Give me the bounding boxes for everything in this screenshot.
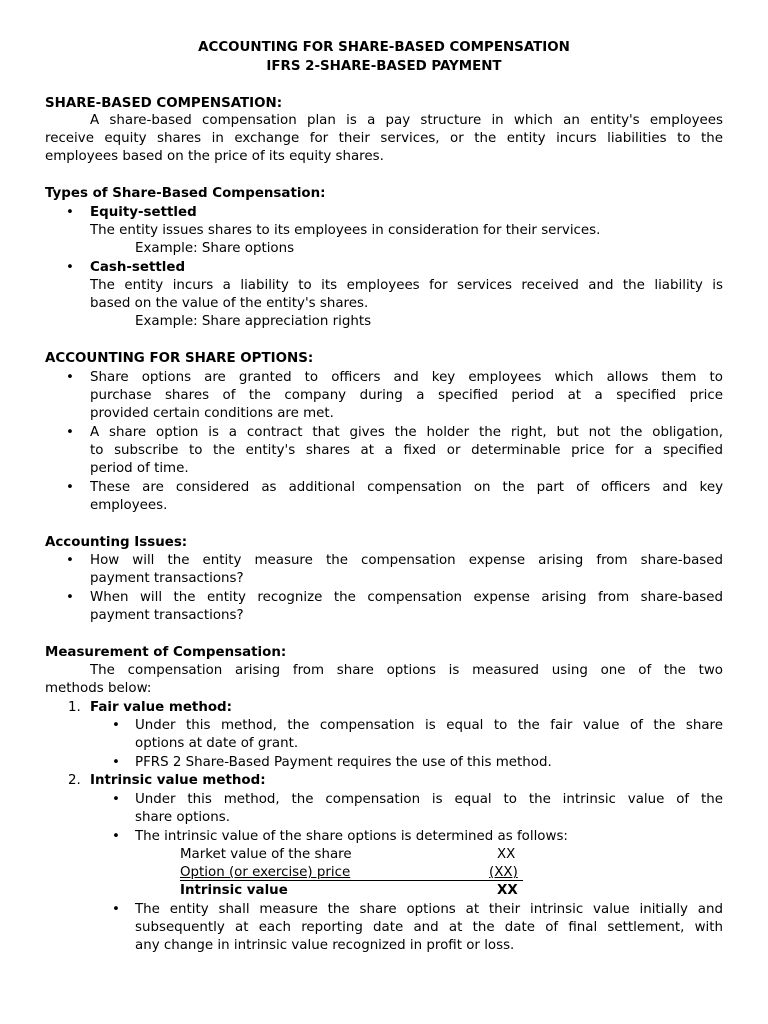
bullet-icon: • (112, 792, 120, 807)
paragraph-line: The intrinsic value of the share options is determined as follows: (135, 829, 568, 844)
paragraph-line: payment transactions? (90, 608, 244, 623)
paragraph-line: The entity incurs a liability to its employees for services received and the liability is (90, 278, 723, 293)
bullet-icon: • (112, 755, 120, 770)
paragraph-line: payment transactions? (90, 571, 244, 586)
paragraph-line: receive equity shares in exchange for their services, or the entity incurs liabilities to the (45, 131, 723, 146)
paragraph-line: to subscribe to the entity's shares at a fixed or determinable price for a specified (90, 443, 723, 458)
paragraph-line: provided certain conditions are met. (90, 406, 334, 421)
section-heading-types: Types of Share-Based Compensation: (45, 186, 326, 201)
paragraph-line: options at date of grant. (135, 736, 299, 751)
paragraph-line: How will the entity measure the compensation expense arising from share-based (90, 553, 723, 568)
table-total-label: Intrinsic value (180, 883, 288, 898)
paragraph-line: period of time. (90, 461, 189, 476)
paragraph-line: These are considered as additional compensation on the part of officers and key (90, 480, 723, 495)
paragraph-line: Under this method, the compensation is equal to the intrinsic value of the (135, 792, 723, 807)
paragraph-line: employees based on the price of its equity shares. (45, 149, 384, 164)
paragraph-line: When will the entity recognize the compensation expense arising from share-based (90, 590, 723, 605)
paragraph-line: purchase shares of the company during a specified period at a specified price (90, 388, 723, 403)
example-line: Example: Share appreciation rights (135, 314, 372, 329)
paragraph-line: Share options are granted to officers and key employees which allows them to (90, 370, 723, 385)
table-divider (180, 880, 523, 881)
paragraph-line: Under this method, the compensation is equal to the fair value of the share (135, 718, 723, 733)
list-number: 2. (68, 773, 81, 788)
table-total-value: XX (497, 883, 518, 898)
type-label-equity-settled: Equity-settled (90, 205, 197, 220)
bullet-icon: • (66, 425, 74, 440)
bullet-icon: • (112, 718, 120, 733)
paragraph-line: based on the value of the entity's shares. (90, 296, 369, 311)
type-label-cash-settled: Cash-settled (90, 260, 186, 275)
method-label-intrinsic-value: Intrinsic value method: (90, 773, 266, 788)
section-heading-share-options: ACCOUNTING FOR SHARE OPTIONS: (45, 351, 314, 366)
document-title: ACCOUNTING FOR SHARE-BASED COMPENSATION (198, 40, 570, 55)
table-row-label: Option (or exercise) price (180, 865, 351, 880)
paragraph-line: PFRS 2 Share-Based Payment requires the use of this method. (135, 755, 552, 770)
example-line: Example: Share options (135, 241, 295, 256)
bullet-icon: • (112, 902, 120, 917)
bullet-icon: • (66, 553, 74, 568)
list-number: 1. (68, 700, 81, 715)
paragraph-line: share options. (135, 810, 230, 825)
bullet-icon: • (66, 205, 74, 220)
table-row-label: Market value of the share (180, 847, 352, 862)
paragraph-line: The compensation arising from share options is measured using one of the two (90, 663, 723, 678)
bullet-icon: • (66, 480, 74, 495)
document-subtitle: IFRS 2-SHARE-BASED PAYMENT (266, 59, 502, 74)
paragraph-line: A share-based compensation plan is a pay structure in which an entity's employees (90, 113, 723, 128)
paragraph-line: methods below: (45, 681, 152, 696)
section-heading-accounting-issues: Accounting Issues: (45, 535, 188, 550)
paragraph-line: The entity shall measure the share options at their intrinsic value initially and (135, 902, 723, 917)
method-label-fair-value: Fair value method: (90, 700, 232, 715)
section-heading-share-based-compensation: SHARE-BASED COMPENSATION: (45, 96, 283, 111)
paragraph-line: employees. (90, 498, 168, 513)
bullet-icon: • (66, 260, 74, 275)
section-heading-measurement: Measurement of Compensation: (45, 645, 287, 660)
bullet-icon: • (66, 590, 74, 605)
paragraph-line: A share option is a contract that gives the holder the right, but not the obligation, (90, 425, 723, 440)
paragraph-line: subsequently at each reporting date and at the date of final settlement, with (135, 920, 723, 935)
paragraph-line: any change in intrinsic value recognized in profit or loss. (135, 938, 515, 953)
table-row-value: XX (497, 847, 516, 862)
table-row-value: (XX) (489, 865, 518, 880)
paragraph-line: The entity issues shares to its employees in consideration for their services. (90, 223, 601, 238)
bullet-icon: • (112, 829, 120, 844)
bullet-icon: • (66, 370, 74, 385)
